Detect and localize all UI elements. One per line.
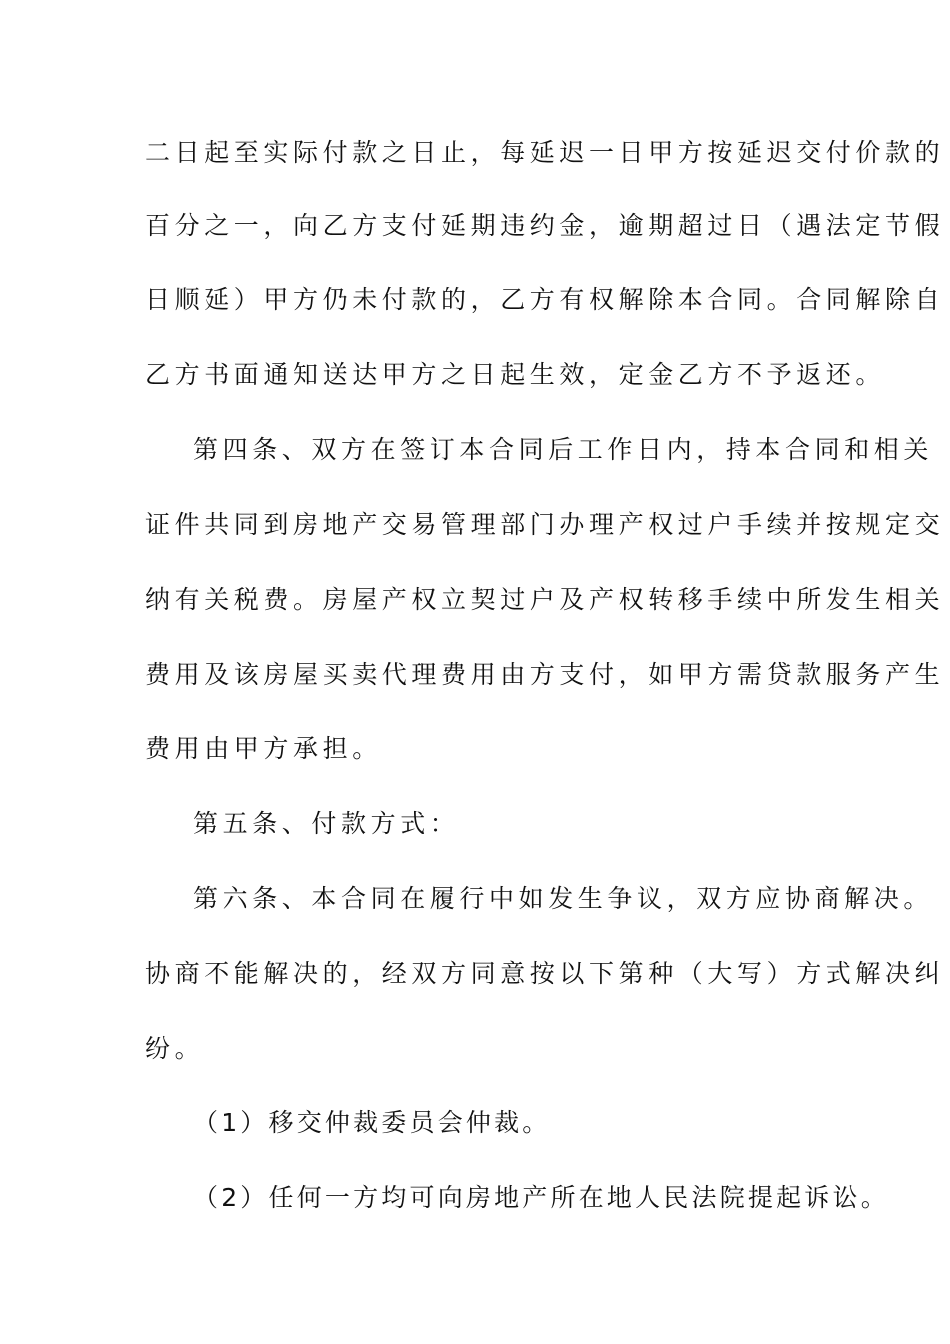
article-4-text: 第四条、双方在签订本合同后工作日内，持本合同和相关 — [193, 435, 934, 464]
body-text-line: 纷。 — [145, 1034, 205, 1063]
body-text-line: 费用由甲方承担。 — [145, 734, 382, 763]
option-1-text: （1）移交仲裁委员会仲裁。 — [193, 1108, 551, 1137]
option-2-text: （2）任何一方均可向房地产所在地人民法院提起诉讼。 — [193, 1183, 889, 1212]
article-5-text: 第五条、付款方式： — [193, 809, 460, 838]
body-text-line: 证件共同到房地产交易管理部门办理产权过户手续并按规定交 — [145, 510, 945, 539]
body-text-line: 日顺延）甲方仍未付款的，乙方有权解除本合同。合同解除自 — [145, 285, 945, 314]
body-text-line: 协商不能解决的，经双方同意按以下第种（大写）方式解决纠 — [145, 959, 945, 988]
body-text-line: 二日起至实际付款之日止，每延迟一日甲方按延迟交付价款的 — [145, 138, 945, 167]
body-text-line: 费用及该房屋买卖代理费用由方支付，如甲方需贷款服务产生 — [145, 660, 945, 689]
article-6-text: 第六条、本合同在履行中如发生争议，双方应协商解决。 — [193, 884, 934, 913]
body-text-line: 纳有关税费。房屋产权立契过户及产权转移手续中所发生相关 — [145, 585, 945, 614]
body-text-line: 乙方书面通知送达甲方之日起生效，定金乙方不予返还。 — [145, 360, 886, 389]
body-text-line: 百分之一，向乙方支付延期违约金，逾期超过日（遇法定节假 — [145, 211, 945, 240]
